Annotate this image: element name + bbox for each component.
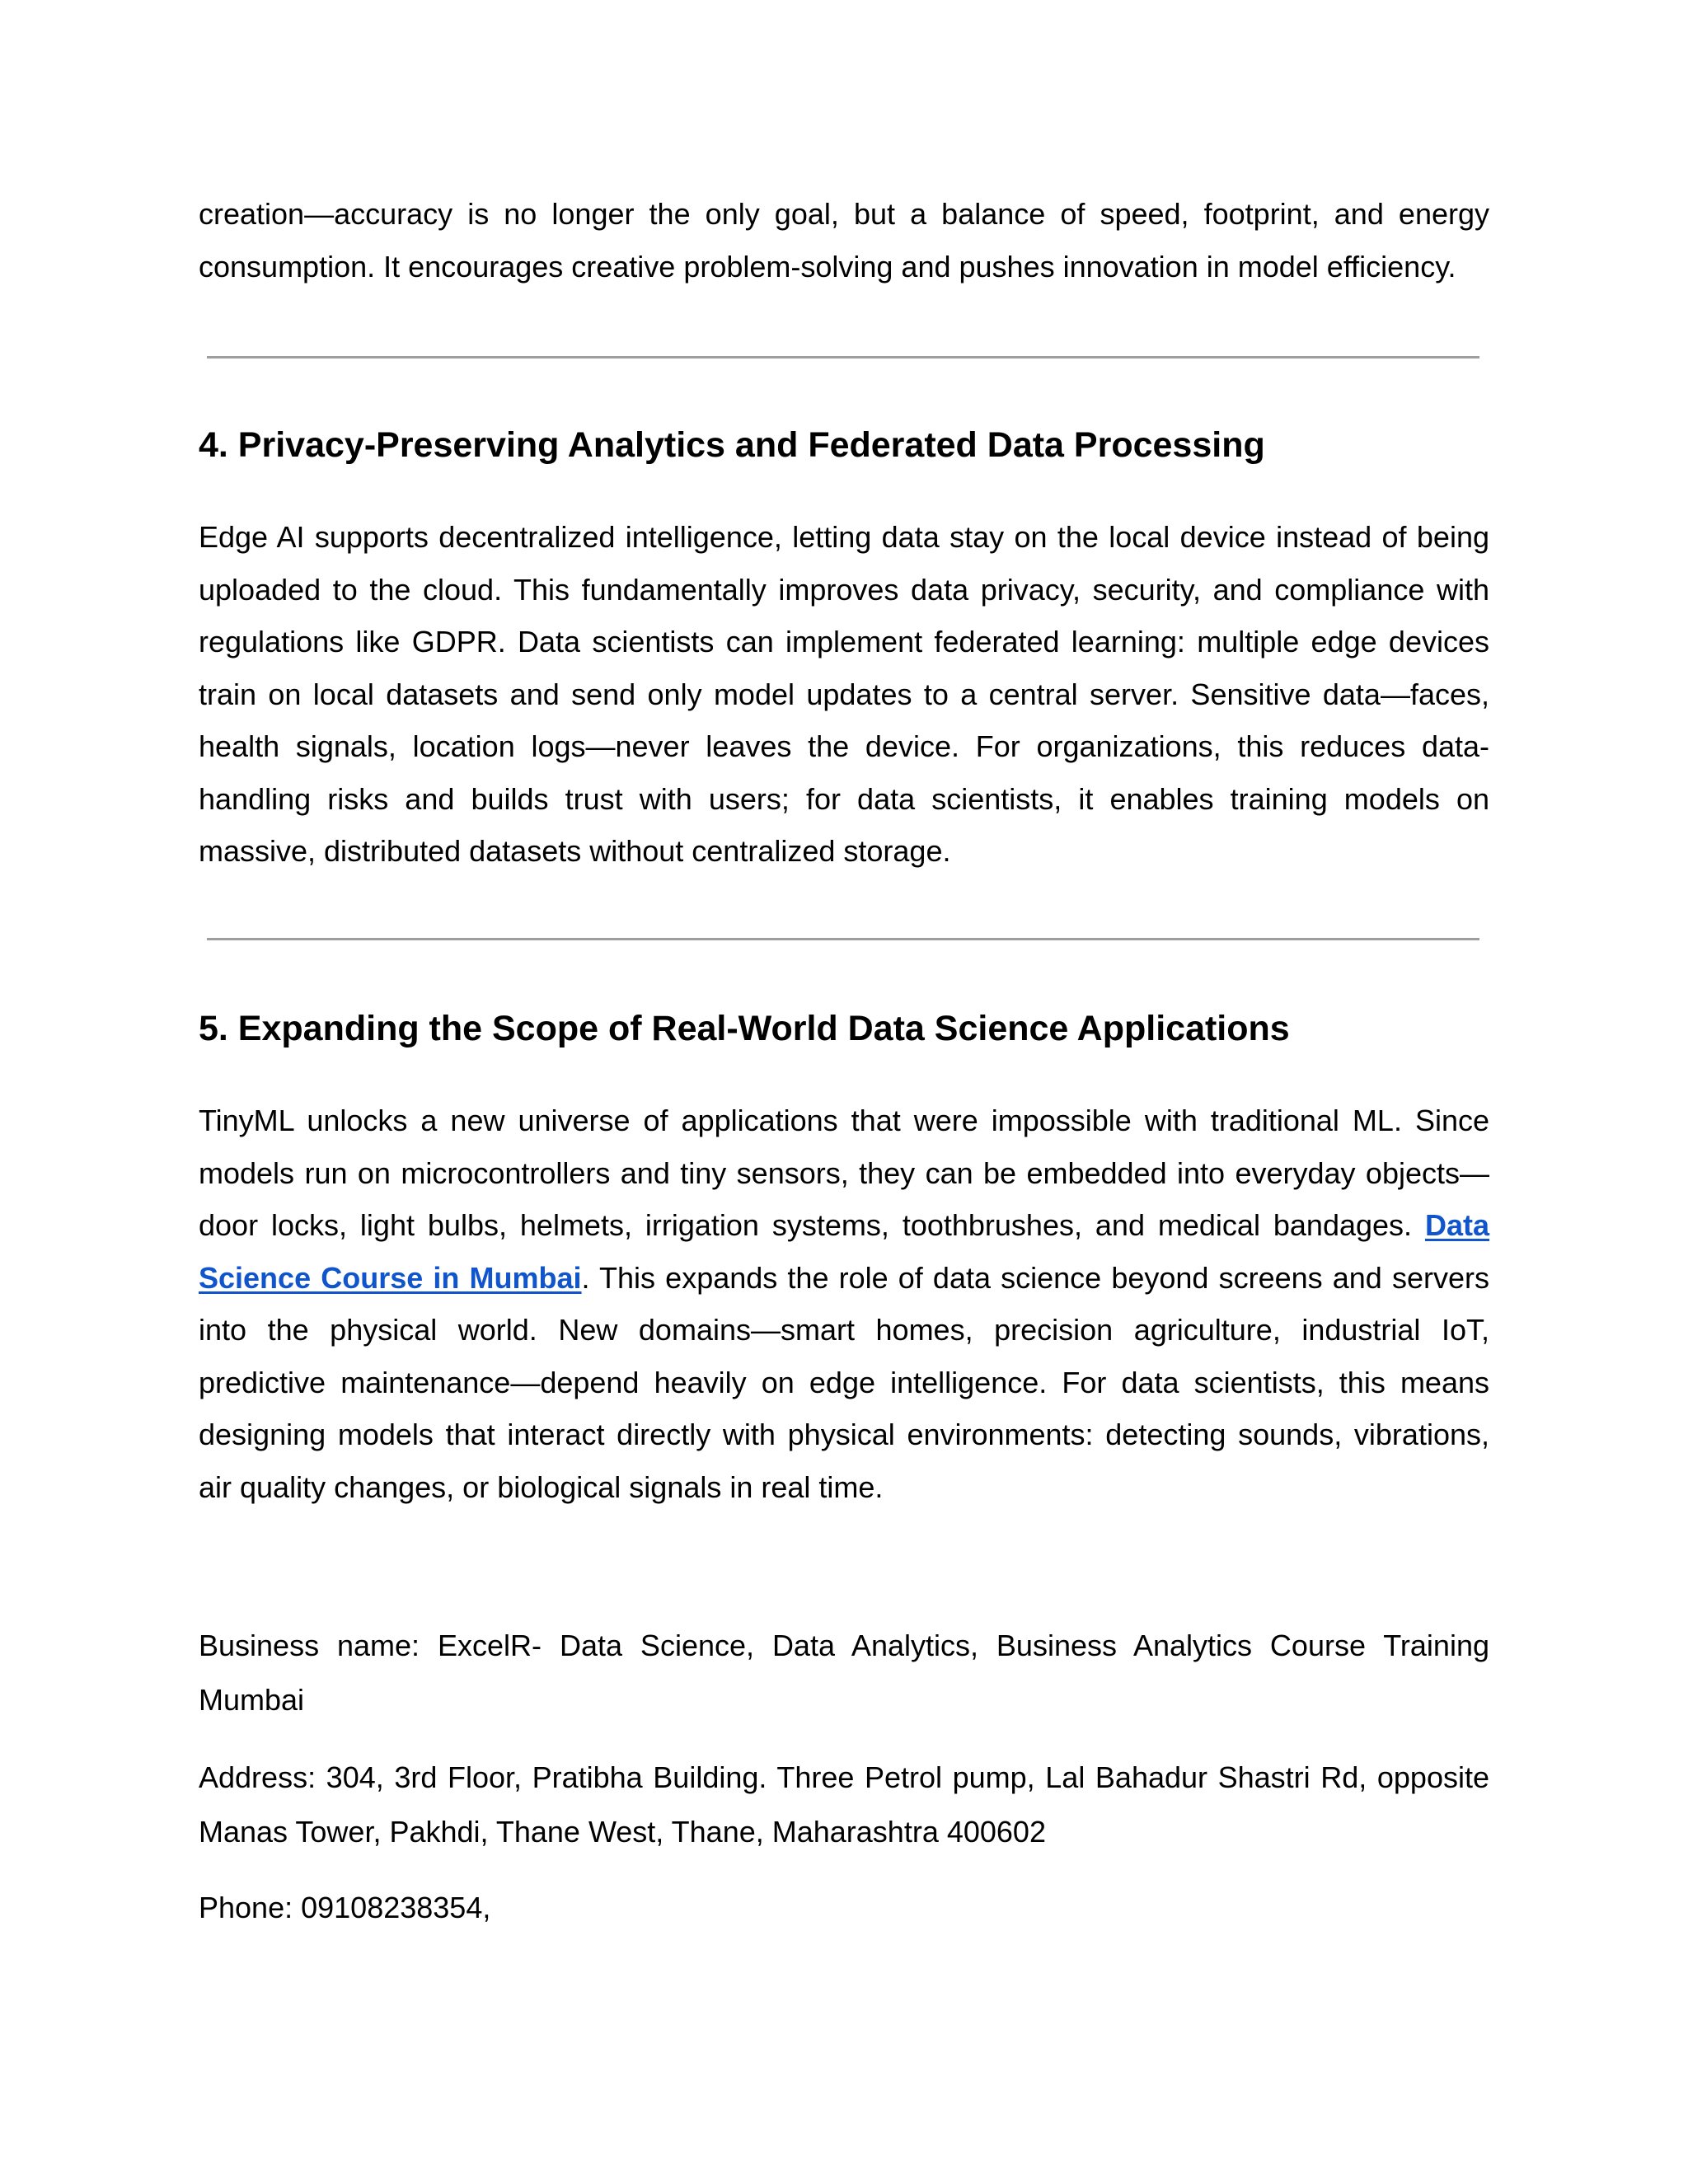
section-5-text-after-link: . This expands the role of data science beyond screens and servers into the physical world. New domains—smart homes, precision agriculture, industrial IoT, predictive maintenance—depend heavily on edge intelligence. For data scientists, this means designing models that interact directly with physical environments: detecting sounds, vibrations, air quality changes, or biological signals in real time.: [199, 1260, 1489, 1504]
address: Address: 304, 3rd Floor, Pratibha Building. Three Petrol pump, Lal Bahadur Shastri Rd, opposite Manas Tower, Pakhdi, Thane West, Thane, Maharashtra 400602: [199, 1760, 1489, 1849]
section-4-body-block: [199, 511, 1489, 878]
contact-block: [199, 1619, 1489, 1727]
section-divider: [207, 938, 1479, 940]
section-5-paragraph: [199, 1094, 1489, 1513]
address-block: [199, 1750, 1489, 1859]
phone: Phone: 09108238354,: [199, 1891, 491, 1924]
section-5-body-block: [199, 1094, 1489, 1513]
intro-paragraph-block: [199, 188, 1489, 293]
business-name: Business name: ExcelR- Data Science, Data Analytics, Business Analytics Course Training Mumbai: [199, 1629, 1489, 1717]
data-science-course-link[interactable]: Data Science Course in Mumbai: [199, 1208, 1489, 1295]
section-4-heading: 4. Privacy-Preserving Analytics and Federated Data Processing: [199, 425, 1265, 465]
intro-paragraph: creation—accuracy is no longer the only goal, but a balance of speed, footprint, and energy consumption. It encourages creative problem-solving and pushes innovation in model efficiency.: [199, 197, 1489, 284]
section-5-text-before-link: TinyML unlocks a new universe of applications that were impossible with traditional ML. Since models run on microcontrollers and tiny sensors, they can be embedded into everyday objects—door locks, light bulbs, helmets, irrigation systems, toothbrushes, and medical bandages.: [199, 1104, 1489, 1242]
section-5-heading: 5. Expanding the Scope of Real-World Data Science Applications: [199, 1009, 1290, 1048]
section-4-paragraph: Edge AI supports decentralized intelligence, letting data stay on the local device instead of being uploaded to the cloud. This fundamentally improves data privacy, security, and compliance with regulations like GDPR. Data scientists can implement federated learning: multiple edge devices train on local datasets and send only model updates to a central server. Sensitive data—faces, health signals, location logs—never leaves the device. For organizations, this reduces data-handling risks and builds trust with users; for data scientists, it enables training models on massive, distributed datasets without centralized storage.: [199, 520, 1489, 868]
phone-block: [199, 1881, 1489, 1935]
section-divider: [207, 356, 1479, 359]
